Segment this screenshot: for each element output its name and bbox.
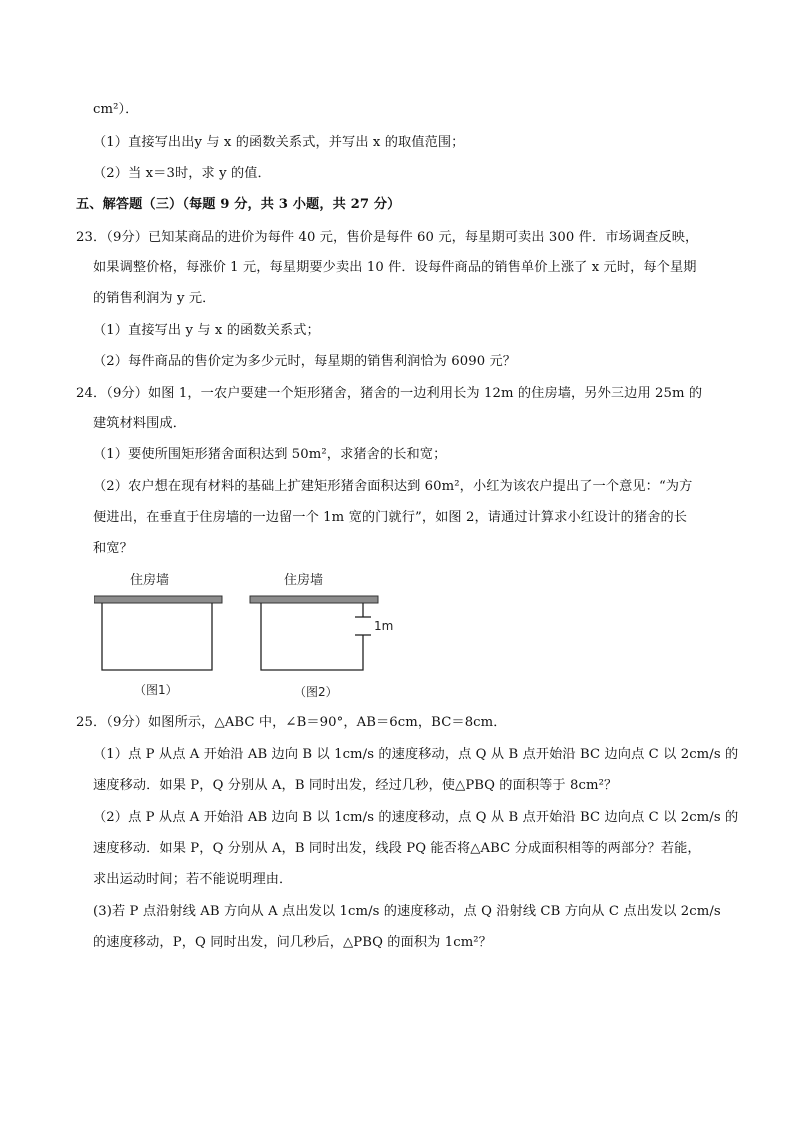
question-25-line: 速度移动．如果 P，Q 分别从 A，B 同时出发，线段 PQ 能否将△ABC 分成面积相等的两部分？若能， [93, 841, 701, 856]
question-23-line: 如果调整价格，每涨价 1 元，每星期要少卖出 10 件．设每件商品的销售单价上涨了 x 元时，每个星期 [93, 260, 697, 275]
question-25-line: 速度移动．如果 P，Q 分别从 A，B 同时出发，经过几秒，使△PBQ 的面积等于 8cm²？ [93, 778, 618, 793]
fig2-door-label: 1m [374, 619, 394, 633]
fig1-wall-bar [94, 596, 222, 603]
question-24-line: 建筑材料围成． [93, 416, 187, 431]
question-23-line: （2）每件商品的售价定为多少元时，每星期的销售利润恰为 6090 元？ [93, 354, 517, 369]
question-23-line: 的销售利润为 y 元． [93, 291, 216, 306]
question-23-line: 23．（9分）已知某商品的进价为每件 40 元，售价是每件 60 元，每星期可卖出 300 件．市场调查反映， [76, 230, 699, 245]
question-23-line: （1）直接写出 y 与 x 的函数关系式； [93, 323, 320, 338]
question-24-line: （2）农户想在现有材料的基础上扩建矩形猪舍面积达到 60m²，小红为该农户提出了一个意见：“为方 [93, 479, 693, 494]
question-25-line: （2）点 P 从点 A 开始沿 AB 边向 B 以 1cm/s 的速度移动，点 Q 从 B 点开始沿 BC 边向点 C 以 2cm/s 的 [93, 810, 739, 825]
text-line: cm²）． [93, 102, 139, 117]
fig2-caption: （图2） [294, 685, 338, 699]
question-24-line: （1）要使所围矩形猪舍面积达到 50m²，求猪舍的长和宽； [93, 447, 447, 462]
question-24-line: 和宽？ [93, 541, 133, 556]
question-25-line: 25．（9分）如图所示，△ABC 中，∠B＝90°，AB＝6cm，BC＝8cm． [76, 715, 507, 730]
question-25-line: 求出运动时间；若不能说明理由． [93, 872, 293, 887]
question-24-line: 24．（9分）如图 1，一农户要建一个矩形猪舍，猪舍的一边利用长为 12m 的住房墙，另外三边用 25m 的 [76, 386, 703, 401]
fig2-wall-bar [250, 596, 378, 603]
fig2-wall-label: 住房墙 [284, 573, 324, 588]
question-25-line: (3)若 P 点沿射线 AB 方向从 A 点出发以 1cm/s 的速度移动，点 Q 沿射线 CB 方向从 C 点出发以 2cm/s [93, 904, 721, 919]
fig1-pen-outline [102, 603, 212, 670]
text-line: （2）当 x＝3时，求 y 的值． [93, 166, 271, 181]
question-24-line: 便进出，在垂直于住房墙的一边留一个 1m 宽的门就行”，如图 2，请通过计算求小红设计的猪舍的长 [93, 510, 688, 525]
question-25-line: 的速度移动，P，Q 同时出发，问几秒后，△PBQ 的面积为 1cm²？ [93, 935, 492, 950]
fig1-wall-label: 住房墙 [130, 573, 170, 588]
question-25-line: （1）点 P 从点 A 开始沿 AB 边向 B 以 1cm/s 的速度移动，点 Q 从 B 点开始沿 BC 边向点 C 以 2cm/s 的 [93, 747, 739, 762]
fig2-pen-outline [261, 603, 363, 670]
section-heading: 五、解答题（三）（每题 9 分，共 3 小题，共 27 分） [76, 197, 401, 212]
fig1-caption: （图1） [134, 683, 178, 697]
text-line: （1）直接写出出y 与 x 的函数关系式，并写出 x 的取值范围； [93, 135, 465, 150]
pigsty-figures [94, 566, 398, 704]
